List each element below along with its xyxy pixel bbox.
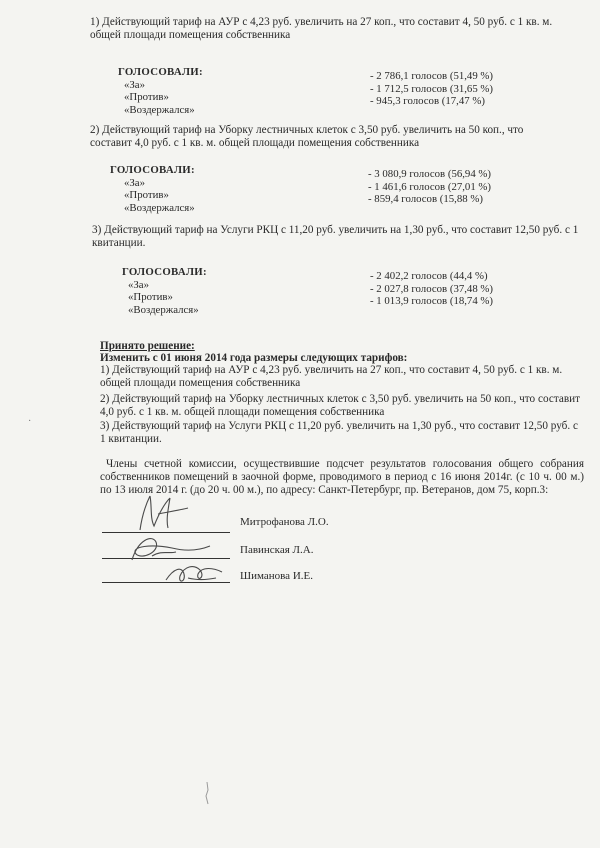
vote-result-abstain: - 945,3 голосов (17,47 %) bbox=[370, 95, 485, 108]
item-3-vote-results bbox=[370, 270, 570, 308]
vote-result-for: - 2 786,1 голосов (51,49 %) bbox=[370, 70, 494, 82]
commission-text: Члены счетной комиссии, осуществившие подсчет результатов голосования общего собрания собственников помещений в заочной форме, проводимого в период с 16 июня 2014г. (с 10 ч. 00 м.) по 13 июля 2014 г. (до 20 ч. 00 м.), по адресу: Санкт-Петербург, пр. Ветеранов, дом 75, корп.3: bbox=[100, 458, 584, 496]
handwritten-signature-3 bbox=[160, 560, 230, 588]
vote-result-against: - 1 461,6 голосов (27,01 %) bbox=[368, 180, 492, 193]
signature-name-3: Шиманова И.Е. bbox=[240, 570, 313, 582]
vote-label-against: «Против» bbox=[128, 291, 173, 304]
decision-subheading: Изменить с 01 июня 2014 года размеры следующих тарифов: bbox=[100, 352, 408, 364]
vote-label-against: «Против» bbox=[124, 91, 169, 104]
vote-label-abstain: «Воздержался» bbox=[124, 201, 195, 214]
decision-heading: Принято решение: bbox=[100, 340, 195, 352]
item-1-text: 1) Действующий тариф на АУР с 4,23 руб. увеличить на 27 коп., что составит 4, 50 руб. с 1 кв. м. общей площади помещения собственника bbox=[90, 16, 553, 41]
item-2-vote-results bbox=[368, 168, 568, 206]
item-1-vote-labels bbox=[118, 66, 318, 116]
vote-label-abstain: «Воздержался» bbox=[124, 103, 195, 116]
scan-mark-bottom bbox=[200, 780, 214, 806]
scan-mark: · bbox=[28, 416, 32, 427]
item-2-text: 2) Действующий тариф на Уборку лестничных клеток с 3,50 руб. увеличить на 50 коп., что составит 4,0 руб. с 1 кв. м. общей площади помещения собственника bbox=[90, 124, 524, 149]
vote-result-abstain: - 1 013,9 голосов (18,74 %) bbox=[370, 295, 494, 308]
vote-heading: ГОЛОСОВАЛИ: bbox=[118, 66, 203, 78]
vote-result-against: - 2 027,8 голосов (37,48 %) bbox=[370, 282, 494, 295]
decision-point-1: 1) Действующий тариф на АУР с 4,23 руб. увеличить на 27 коп., что составит 4, 50 руб. с 1 кв. м. общей площади помещения собственника bbox=[100, 364, 563, 389]
vote-label-for: «За» bbox=[124, 176, 145, 189]
vote-label-for: «За» bbox=[128, 278, 149, 291]
signature-name-2: Павинская Л.А. bbox=[240, 544, 314, 556]
vote-label-abstain: «Воздержался» bbox=[128, 303, 199, 316]
item-3-text: 3) Действующий тариф на Услуги РКЦ с 11,20 руб. увеличить на 1,30 руб., что составит 12,50 руб. с 1 квитанции. bbox=[92, 224, 579, 249]
vote-heading: ГОЛОСОВАЛИ: bbox=[110, 164, 195, 176]
vote-heading: ГОЛОСОВАЛИ: bbox=[122, 266, 207, 278]
vote-result-for: - 2 402,2 голосов (44,4 %) bbox=[370, 270, 488, 282]
item-2-vote-labels bbox=[110, 164, 310, 214]
vote-result-against: - 1 712,5 голосов (31,65 %) bbox=[370, 82, 494, 95]
item-3-vote-labels bbox=[122, 266, 322, 316]
decision-point-3: 3) Действующий тариф на Услуги РКЦ с 11,20 руб. увеличить на 1,30 руб., что составит 12,50 руб. с 1 квитанции. bbox=[100, 420, 578, 445]
signature-name-1: Митрофанова Л.О. bbox=[240, 516, 329, 528]
vote-label-for: «За» bbox=[124, 78, 145, 91]
vote-label-against: «Против» bbox=[124, 189, 169, 202]
item-1-vote-results bbox=[370, 70, 570, 108]
vote-result-for: - 3 080,9 голосов (56,94 %) bbox=[368, 168, 492, 180]
decision-point-2: 2) Действующий тариф на Уборку лестничных клеток с 3,50 руб. увеличить на 50 коп., что составит 4,0 руб. с 1 кв. м. общей площади помещения собственника bbox=[100, 393, 580, 418]
vote-result-abstain: - 859,4 голосов (15,88 %) bbox=[368, 193, 483, 206]
